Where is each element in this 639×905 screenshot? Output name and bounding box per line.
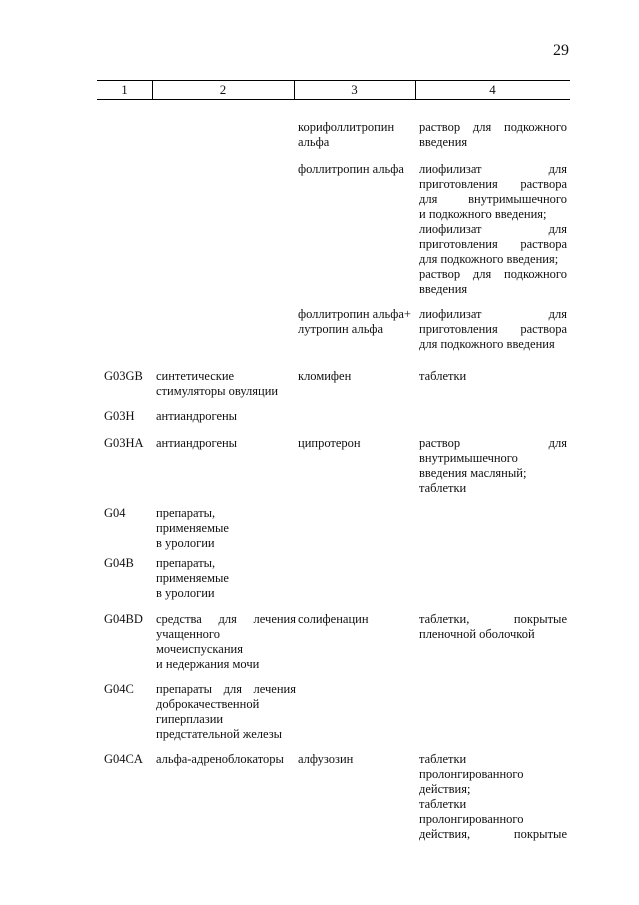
atc-group-line: и недержания мочи [156, 657, 260, 671]
dosage-form-line: действия; [419, 782, 471, 796]
atc-group-line: стимуляторы овуляции [156, 384, 279, 398]
dosage-form-line: раствор для подкожного [419, 267, 567, 281]
atc-group-line: антиандрогены [156, 409, 238, 423]
atc-group [156, 409, 296, 424]
substance-name-line: солифенацин [298, 612, 369, 626]
dosage-form-line: введения [419, 282, 468, 296]
atc-code: G04 [104, 506, 126, 520]
dosage-form-line: раствор для подкожного [419, 120, 567, 134]
substance-name [298, 369, 416, 384]
dosage-form-line: введения [419, 135, 468, 149]
dosage-form-line: таблетки, покрытые [419, 612, 567, 626]
substance-name [298, 162, 416, 177]
table-row [97, 436, 570, 506]
substance-name-line: фоллитропин альфа+ [298, 307, 411, 321]
atc-group-line: применяемые [156, 521, 229, 535]
atc-group-line: учащенного [156, 627, 220, 641]
dosage-form-line: пролонгированного [419, 812, 524, 826]
atc-code: G04CA [104, 752, 143, 766]
atc-code: G04BD [104, 612, 143, 626]
atc-group-line: синтетические [156, 369, 235, 383]
dosage-form-line: внутримышечного [419, 451, 518, 465]
substance-name-line: ципротерон [298, 436, 361, 450]
atc-code: G04B [104, 556, 134, 570]
dosage-form-line: таблетки [419, 797, 467, 811]
substance-name-line: альфа [298, 135, 330, 149]
dosage-form-line: для подкожного введения; [419, 252, 559, 266]
table-row [97, 556, 570, 612]
substance-name [298, 752, 416, 767]
dosage-form-line: приготовления раствора [419, 237, 567, 251]
page-number: 29 [553, 42, 569, 59]
dosage-form-line: и подкожного введения; [419, 207, 547, 221]
atc-group-line: применяемые [156, 571, 229, 585]
substance-name [298, 307, 416, 337]
dosage-form-line: лиофилизат для [419, 307, 567, 321]
atc-code: G04C [104, 682, 134, 696]
table-row [97, 682, 570, 752]
atc-group [156, 506, 296, 551]
atc-group-line: доброкачественной [156, 697, 260, 711]
atc-code: G03HA [104, 436, 144, 450]
atc-group-line: мочеиспускания [156, 642, 243, 656]
dosage-form-line: для внутримышечного [419, 192, 567, 206]
dosage-form-line: пленочной оболочкой [419, 627, 535, 641]
substance-name-line: алфузозин [298, 752, 354, 766]
atc-group [156, 612, 296, 672]
dosage-form-line: таблетки [419, 752, 467, 766]
atc-group-line: предстательной железы [156, 727, 283, 741]
header-col-4: 4 [489, 82, 496, 97]
atc-group [156, 369, 296, 399]
substance-name [298, 120, 416, 150]
table-row [97, 369, 570, 409]
dosage-form-line: лиофилизат для [419, 162, 567, 176]
atc-group-line: препараты для лечения [156, 682, 296, 696]
header-col-1: 1 [121, 82, 128, 97]
atc-group [156, 682, 296, 742]
atc-code: G03GB [104, 369, 143, 383]
dosage-form [419, 162, 567, 297]
table-row [97, 752, 570, 847]
dosage-form [419, 120, 567, 150]
dosage-form [419, 436, 567, 496]
atc-group-line: в урологии [156, 536, 215, 550]
substance-name [298, 612, 416, 627]
substance-name-line: корифоллитропин [298, 120, 395, 134]
dosage-form-line: раствор для [419, 436, 567, 450]
table-row [97, 612, 570, 682]
table-header [97, 80, 570, 100]
dosage-form [419, 612, 567, 642]
atc-group [156, 556, 296, 601]
table-row [97, 409, 570, 436]
dosage-form-line: пролонгированного [419, 767, 524, 781]
dosage-form-line: лиофилизат для [419, 222, 567, 236]
table-row [97, 506, 570, 556]
substance-name [298, 436, 416, 451]
substance-name-line: фоллитропин альфа [298, 162, 404, 176]
table-row [97, 120, 570, 162]
dosage-form-line: действия, покрытые [419, 827, 567, 841]
atc-group-line: альфа-адреноблокаторы [156, 752, 284, 766]
atc-group-line: в урологии [156, 586, 215, 600]
header-col-2: 2 [219, 82, 227, 97]
header-col-3: 3 [351, 82, 358, 97]
atc-group [156, 436, 296, 451]
substance-name-line: лутропин альфа [298, 322, 384, 336]
table-row [97, 307, 570, 369]
atc-group-line: препараты, [156, 556, 216, 570]
atc-group-line: гиперплазии [156, 712, 224, 726]
atc-group-line: препараты, [156, 506, 216, 520]
dosage-form-line: таблетки [419, 481, 467, 495]
dosage-form [419, 752, 567, 842]
dosage-form-line: введения масляный; [419, 466, 527, 480]
atc-group [156, 752, 296, 767]
substance-name-line: кломифен [298, 369, 352, 383]
atc-group-line: антиандрогены [156, 436, 238, 450]
dosage-form-line: таблетки [419, 369, 467, 383]
dosage-form-line: для подкожного введения [419, 337, 555, 351]
atc-code: G03H [104, 409, 135, 423]
dosage-form-line: приготовления раствора [419, 177, 567, 191]
table-row [97, 162, 570, 307]
dosage-form [419, 369, 567, 384]
atc-group-line: средства для лечения [156, 612, 296, 626]
dosage-form-line: приготовления раствора [419, 322, 567, 336]
table-body [97, 120, 570, 847]
dosage-form [419, 307, 567, 352]
